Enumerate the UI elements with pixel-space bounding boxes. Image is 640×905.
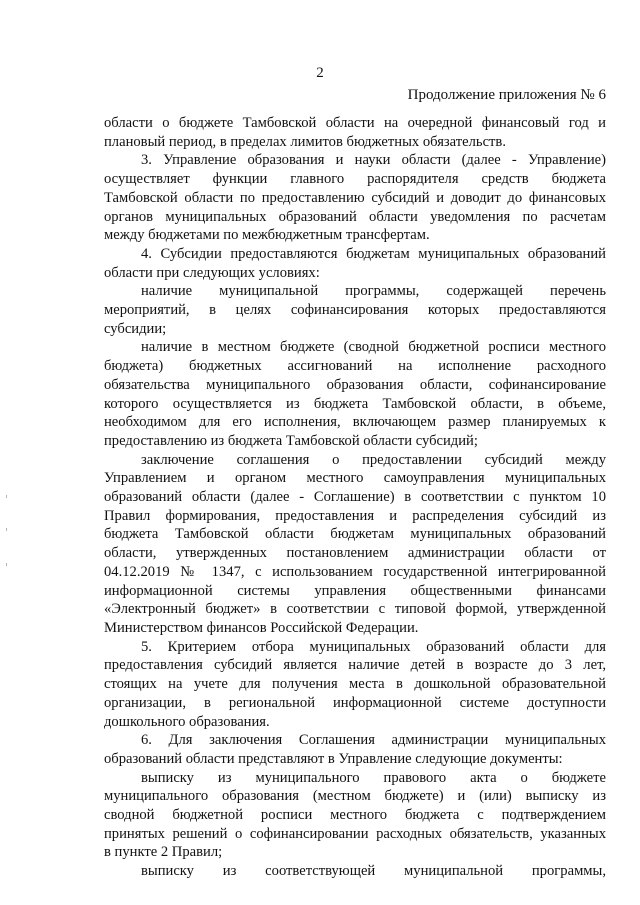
text-line: выписку из муниципального правового акта о бюджете bbox=[141, 769, 606, 786]
text-line: органов муниципальных образований области уведомления по расчетам bbox=[104, 208, 606, 225]
paragraph-3-administration bbox=[104, 151, 606, 245]
text-line: 6. Для заключения Соглашения администрации муниципальных bbox=[141, 732, 606, 749]
condition-municipal-program bbox=[104, 282, 606, 338]
text-line: наличие муниципальной программы, содержащей перечень bbox=[141, 283, 606, 300]
text-line: бюджета Тамбовской области бюджетам муниципальных образований bbox=[104, 526, 606, 543]
text-line: обязательства муниципального образования области, софинансирование bbox=[104, 376, 606, 393]
text-line: между бюджетами по межбюджетным трансфертам. bbox=[104, 227, 430, 244]
text-line: Управлением и органом местного самоуправления муниципальных bbox=[104, 470, 606, 487]
paragraph-budget-limits bbox=[104, 114, 606, 151]
text-line: предоставления субсидий является наличие детей в возрасте до 3 лет, bbox=[104, 657, 606, 674]
document-budget-extract bbox=[104, 769, 606, 863]
text-line: области, утвержденных постановлением администрации области от bbox=[104, 545, 606, 562]
document-program-extract bbox=[104, 862, 606, 881]
condition-agreement bbox=[104, 451, 606, 638]
text-line: принятых решений о софинансировании расходных обязательств, указанных bbox=[104, 825, 606, 842]
condition-local-budget bbox=[104, 338, 606, 450]
text-line: информационной системы управления общественными финансами bbox=[104, 582, 606, 599]
text-line: мероприятий, в целях софинансирования которых предоставляются bbox=[104, 302, 606, 319]
page-number: 2 bbox=[316, 65, 324, 81]
text-line: 4. Субсидии предоставляются бюджетам муниципальных образований bbox=[141, 245, 606, 262]
text-line: заключение соглашения о предоставлении субсидий между bbox=[141, 451, 606, 468]
text-line: организации, в региональной информационной системе доступности bbox=[104, 694, 606, 711]
text-line: дошкольного образования. bbox=[104, 713, 270, 730]
text-line: осуществляет функции главного распорядителя средств бюджета bbox=[104, 171, 606, 188]
text-line: которого осуществляется из бюджета Тамбовской области, в объеме, bbox=[104, 395, 606, 412]
text-line: субсидии; bbox=[104, 320, 167, 337]
text-line: выписку из соответствующей муниципальной программы, bbox=[141, 863, 606, 880]
margin-mark bbox=[6, 528, 7, 531]
text-line: предоставлению из бюджета Тамбовской области субсидий; bbox=[104, 432, 478, 449]
text-line: области о бюджете Тамбовской области на очередной финансовый год и bbox=[104, 115, 606, 131]
margin-mark bbox=[6, 563, 7, 566]
paragraph-6-documents bbox=[104, 731, 606, 768]
text-line: 5. Критерием отбора муниципальных образований области для bbox=[141, 638, 606, 655]
text-line: стоящих на учете для получения места в дошкольной образовательной bbox=[104, 676, 606, 693]
text-line: необходимом для его исполнения, включающем размер планируемых к bbox=[104, 414, 606, 431]
document-body bbox=[104, 114, 606, 881]
text-line: 3. Управление образования и науки области (далее - Управление) bbox=[141, 152, 606, 169]
text-line: муниципального образования (местном бюджете) и (или) выписку из bbox=[104, 788, 606, 805]
text-line: 04.12.2019 № 1347, с использованием государственной интегрированной bbox=[104, 563, 606, 580]
text-line: области при следующих условиях: bbox=[104, 264, 320, 281]
text-line: «Электронный бюджет» в соответствии с типовой формой, утвержденной bbox=[104, 601, 606, 618]
paragraph-5-selection-criterion bbox=[104, 638, 606, 732]
text-line: бюджета) бюджетных ассигнований на исполнение расходного bbox=[104, 358, 606, 375]
text-line: Правил формирования, предоставления и распределения субсидий из bbox=[104, 507, 606, 524]
text-line: сводной бюджетной росписи местного бюджета с подтверждением bbox=[104, 807, 606, 824]
paragraph-4-conditions bbox=[104, 245, 606, 282]
margin-mark bbox=[6, 495, 7, 498]
text-line: образований области (далее - Соглашение) в соответствии с пунктом 10 bbox=[104, 489, 606, 506]
text-line: Министерством финансов Российской Федерации. bbox=[104, 619, 419, 636]
text-line: плановый период, в пределах лимитов бюджетных обязательств. bbox=[104, 133, 506, 150]
text-line: образований области представляют в Управление следующие документы: bbox=[104, 750, 563, 767]
text-line: наличие в местном бюджете (сводной бюджетной росписи местного bbox=[141, 339, 606, 356]
appendix-continuation-note: Продолжение приложения № 6 bbox=[407, 87, 606, 103]
text-line: в пункте 2 Правил; bbox=[104, 844, 223, 861]
text-line: Тамбовской области по предоставлению субсидий и доводит до финансовых bbox=[104, 189, 606, 206]
